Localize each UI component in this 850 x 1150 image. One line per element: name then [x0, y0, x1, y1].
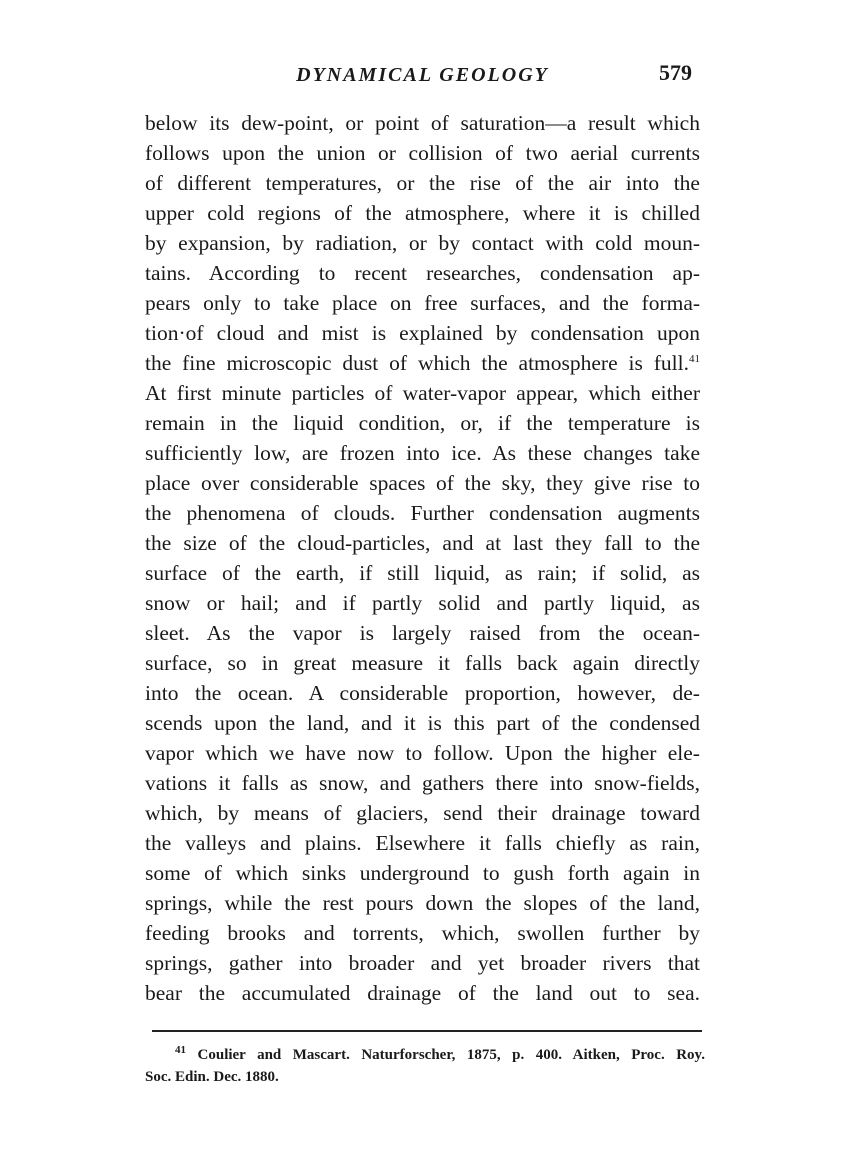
running-title: DYNAMICAL GEOLOGY [296, 64, 549, 86]
body-text [145, 108, 700, 1008]
footnote-text: Coulier and Mascart. Naturforscher, 1875, p. 400. Aitken, Proc. Roy. [197, 1047, 705, 1063]
text-line: surface of the earth, if still liquid, as rain; if solid, as [145, 561, 701, 585]
text-line: springs, gather into broader and yet broader rivers that [145, 951, 700, 975]
text-line: snow or hail; and if partly solid and partly liquid, as [145, 591, 700, 615]
text-line: the phenomena of clouds. Further condensation augments [145, 501, 700, 525]
text-line: pears only to take place on free surfaces, and the forma- [145, 291, 701, 315]
text-line: sleet. As the vapor is largely raised from the ocean- [145, 621, 700, 645]
text-line-with-footnote-ref [145, 348, 700, 378]
text-line: scends upon the land, and it is this part of the condensed [145, 711, 701, 735]
text-line: feeding brooks and torrents, which, swollen further by [145, 921, 701, 945]
text-line: which, by means of glaciers, send their drainage toward [145, 801, 700, 825]
footnotes [145, 1044, 705, 1088]
text-line: upper cold regions of the atmosphere, where it is chilled [145, 201, 700, 225]
footnote-divider [152, 1030, 702, 1032]
text-line: surface, so in great measure it falls back again directly [145, 651, 700, 675]
text-line: sufficiently low, are frozen into ice. As these changes take [145, 441, 700, 465]
running-head [145, 58, 700, 92]
text-line: tains. According to recent researches, condensation ap- [145, 261, 701, 285]
text-line: vations it falls as snow, and gathers there into snow-fields, [145, 771, 700, 795]
text-line: vapor which we have now to follow. Upon the higher ele- [145, 741, 700, 765]
text-line: remain in the liquid condition, or, if the temperature is [145, 411, 701, 435]
page-number: 579 [659, 60, 692, 85]
footnote-number: 41 [175, 1044, 186, 1056]
text-line: of different temperatures, or the rise of the air into the [145, 171, 700, 195]
text-line: bear the accumulated drainage of the land out to sea. [145, 981, 701, 1005]
footnote-line [145, 1044, 705, 1066]
text-line: place over considerable spaces of the sky, they give rise to [145, 471, 700, 495]
text-line: follows upon the union or collision of two aerial currents [145, 141, 701, 165]
text-line: into the ocean. A considerable proportion, however, de- [145, 681, 700, 705]
text-line: springs, while the rest pours down the slopes of the land, [145, 891, 700, 915]
text-line-content: the fine microscopic dust of which the atmosphere is full. [145, 351, 689, 375]
text-line: At first minute particles of water-vapor appear, which either [145, 381, 701, 405]
text-line: below its dew-point, or point of saturation—a result which [145, 111, 700, 135]
text-line: some of which sinks underground to gush forth again in [145, 861, 701, 885]
footnote-reference: 41 [688, 352, 700, 365]
text-line: by expansion, by radiation, or by contact with cold moun- [145, 231, 701, 255]
footnote-line-continuation: Soc. Edin. Dec. 1880. [145, 1069, 279, 1085]
text-line: the size of the cloud-particles, and at last they fall to the [145, 531, 700, 555]
text-line: the valleys and plains. Elsewhere it falls chiefly as rain, [145, 831, 700, 855]
text-line: tion·of cloud and mist is explained by condensation upon [145, 321, 700, 345]
